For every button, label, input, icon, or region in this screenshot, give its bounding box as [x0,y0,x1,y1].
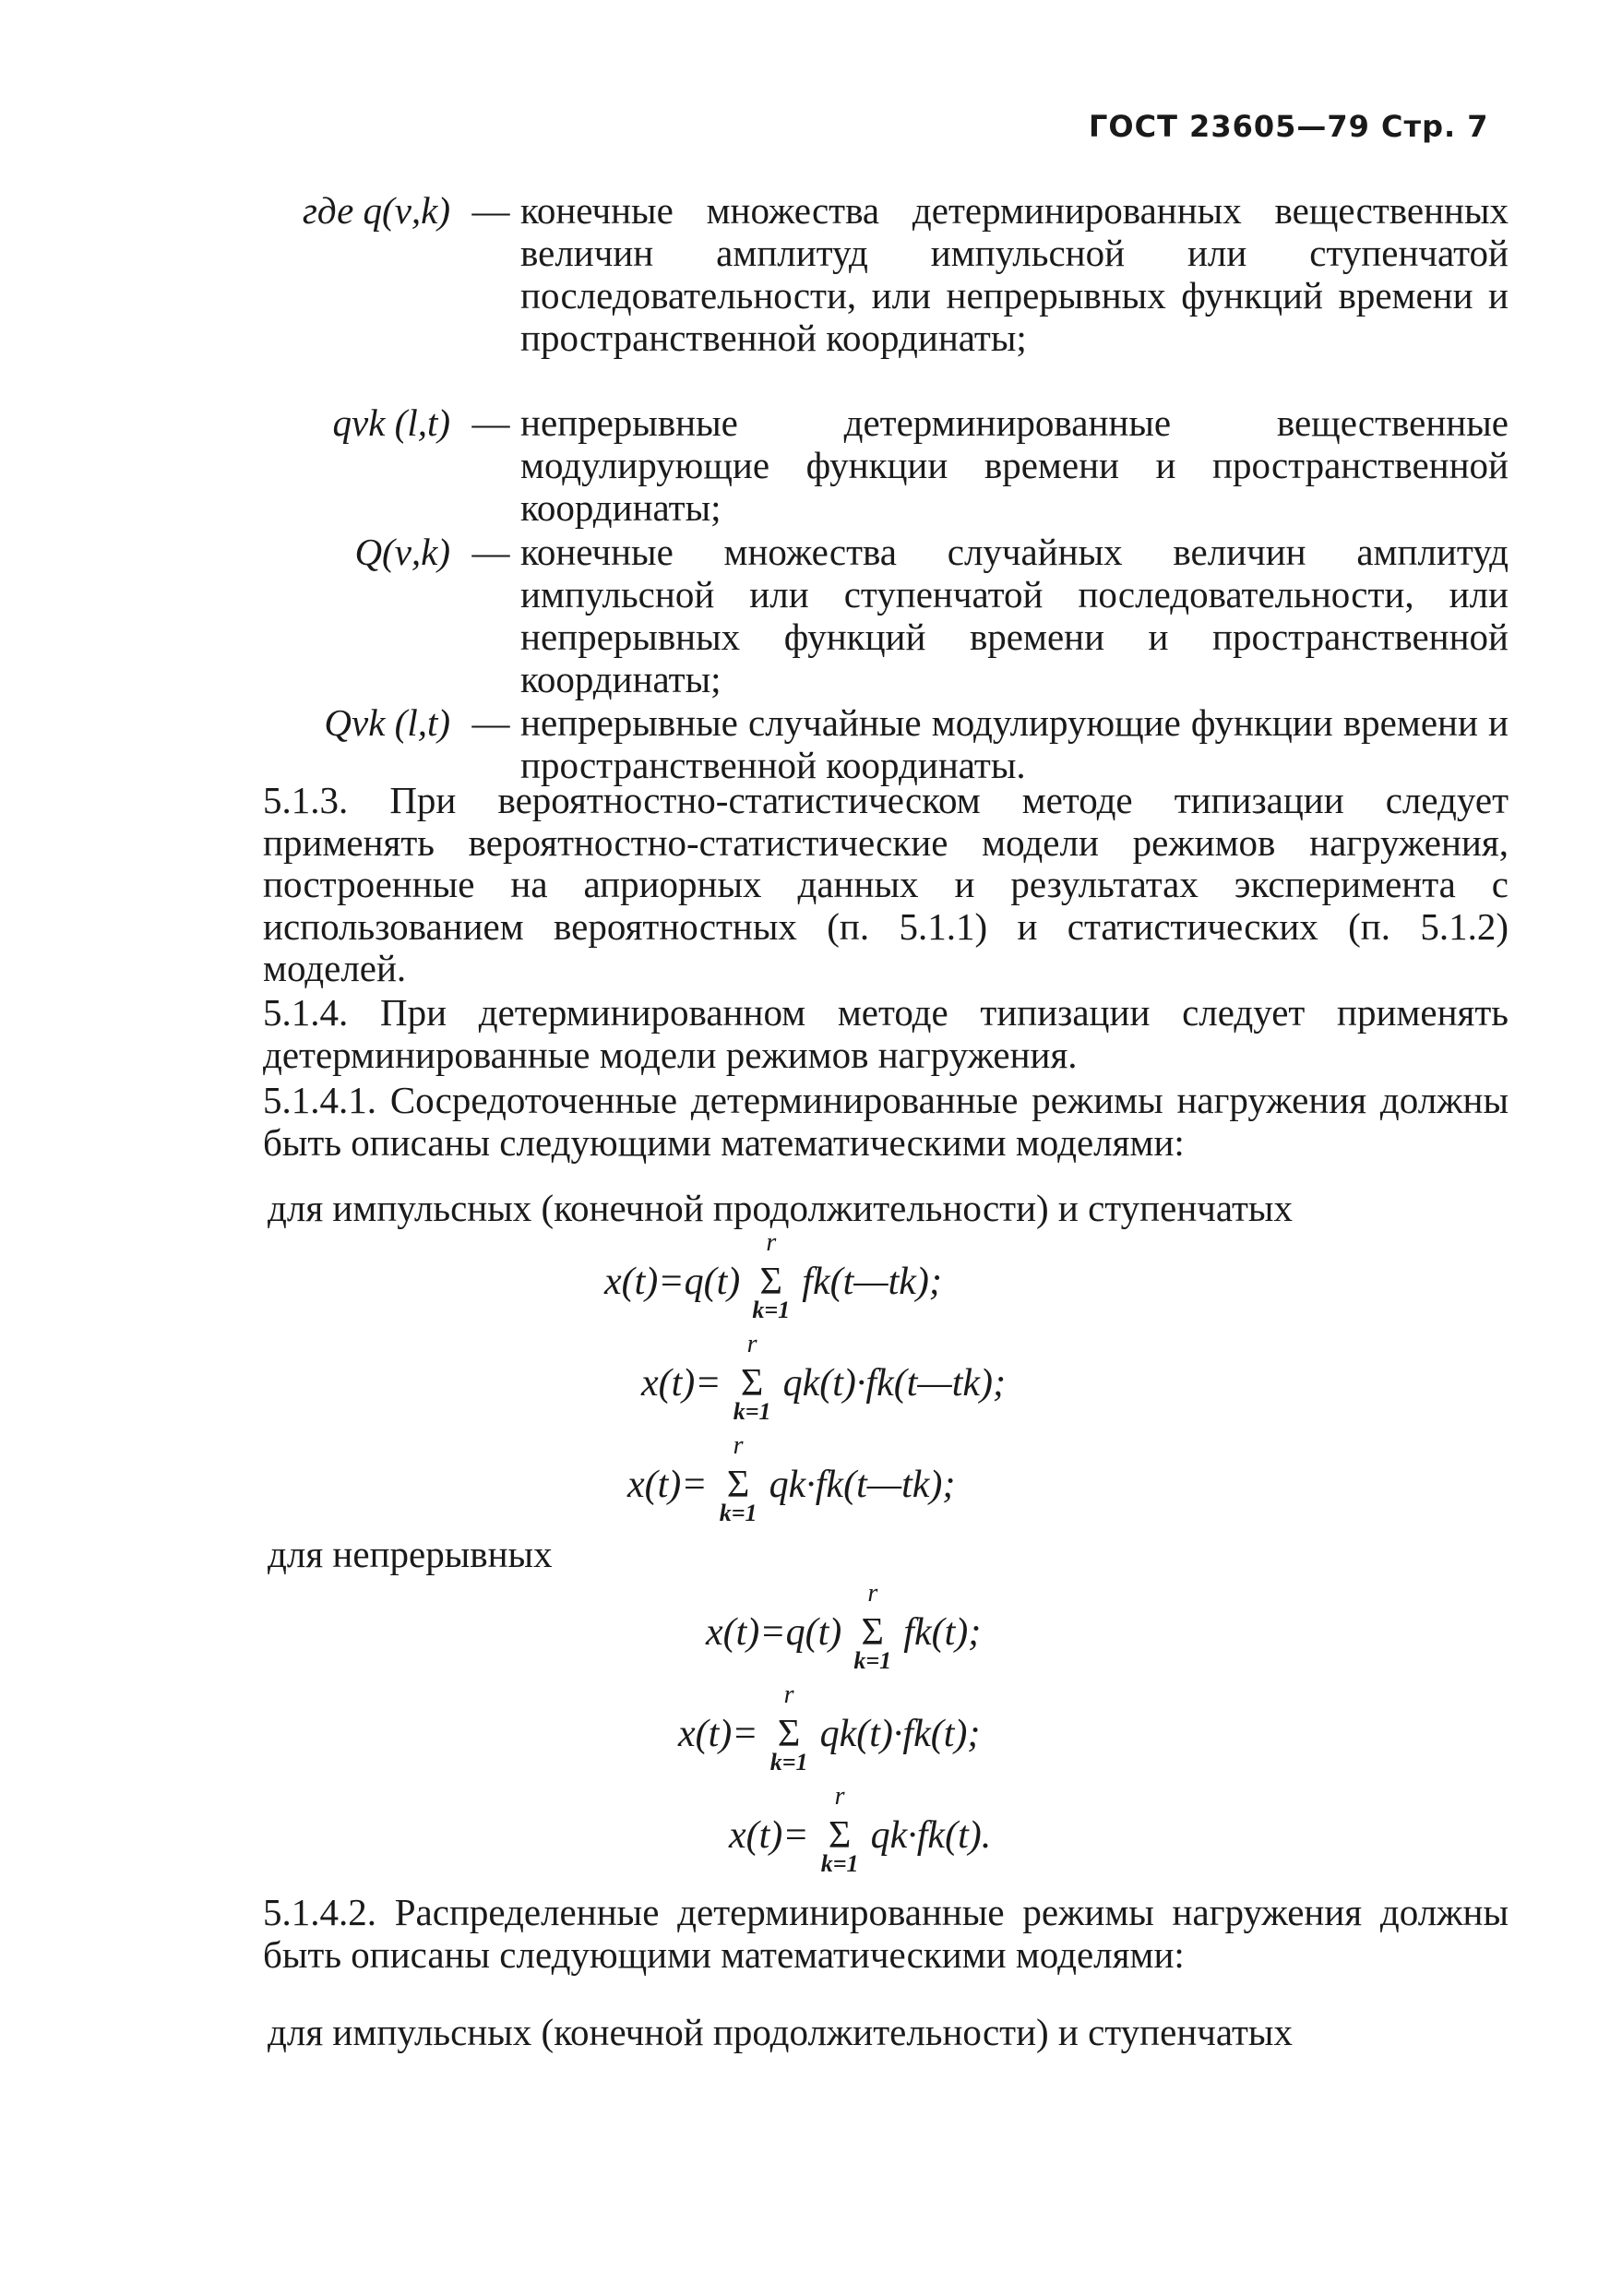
sum-symbol: r Σ k=1 [769,1680,808,1776]
definition-symbol: Qνk (l,t) [324,701,450,744]
paragraph-5-1-3: 5.1.3. При вероятностно-статистическом методе типизации следует применять вероятностно-статистические модели режимов нагружения, построенные на априорных данных и результатах эксперимента с использованием вероятностных (п. 5.1.1) и статистических (п. 5.1.2) моделей. [263,779,1509,989]
definition-dash: — [471,701,510,744]
definitions-list [240,189,1509,789]
formula-impulse-3: x(t)= r Σ k=1 qk·fk(t—tk); [627,1431,956,1526]
page-header: ГОСТ 23605—79 Стр. 7 [1089,109,1489,144]
definition-text: конечные множества детерминированных вещественных величин амплитуд импульсной или ступенчатой последовательности, или непрерывных функций времени и пространственной координаты; [520,189,1509,359]
paragraph-5-1-4-2: 5.1.4.2. Распределенные детерминированные режимы нагружения должны быть описаны следующими математическими моделями: [263,1891,1509,1976]
definition-text: конечные множества случайных величин амплитуд импульсной или ступенчатой последовательности, или непрерывных функций времени и пространственной координаты; [520,531,1509,700]
definition-symbol: qνk (l,t) [332,401,450,444]
formula-impulse-1: x(t)=q(t) r Σ k=1 fk(t—tk); [604,1228,942,1323]
sum-symbol: r Σ k=1 [752,1228,791,1323]
sum-symbol: r Σ k=1 [853,1579,892,1674]
definition-symbol: где q(ν,k) [302,189,450,232]
definition-dash: — [471,189,510,232]
formula-continuous-2: x(t)= r Σ k=1 qk(t)·fk(t); [678,1680,981,1776]
formula-continuous-1: x(t)=q(t) r Σ k=1 fk(t); [706,1579,982,1674]
sum-symbol: r Σ k=1 [719,1431,757,1526]
label-continuous: для непрерывных [268,1533,553,1575]
definition-item [240,531,1509,701]
label-impulse-stepped-2: для импульсных (конечной продолжительности) и ступенчатых [268,2011,1293,2053]
definition-dash: — [471,401,510,444]
formula-continuous-3: x(t)= r Σ k=1 qk·fk(t). [729,1782,992,1877]
definition-text: непрерывные детерминированные вещественные модулирующие функции времени и пространственной координаты; [520,401,1509,529]
definition-item [240,701,1509,789]
definition-item [240,189,1509,401]
definition-text: непрерывные случайные модулирующие функции времени и пространственной координаты. [520,701,1509,786]
paragraph-5-1-4: 5.1.4. При детерминированном методе типизации следует применять детерминированные модели режимов нагружения. [263,991,1509,1076]
definition-symbol: Q(ν,k) [354,531,450,573]
definition-dash: — [471,531,510,573]
formula-impulse-2: x(t)= r Σ k=1 qk(t)·fk(t—tk); [641,1330,1007,1425]
label-impulse-stepped: для импульсных (конечной продолжительности) и ступенчатых [268,1187,1293,1229]
paragraph-5-1-4-1: 5.1.4.1. Сосредоточенные детерминированные режимы нагружения должны быть описаны следующими математическими моделями: [263,1079,1509,1164]
sum-symbol: r Σ k=1 [820,1782,859,1877]
sum-symbol: r Σ k=1 [733,1330,771,1425]
definition-item [240,401,1509,531]
